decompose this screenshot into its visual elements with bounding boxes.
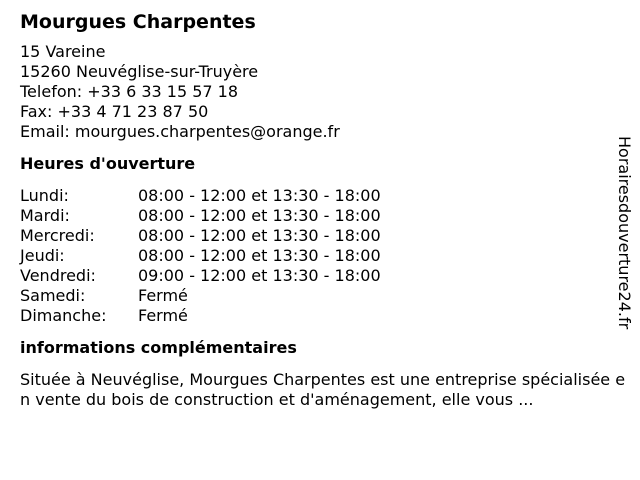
address-line1: 15 Vareine [20, 42, 106, 61]
hours-row [20, 246, 620, 266]
hours-row [20, 186, 620, 206]
info-title: informations complémentaires [20, 338, 297, 357]
hours-time: Fermé [138, 286, 188, 305]
contact-block [20, 42, 620, 142]
hours-title: Heures d'ouverture [20, 154, 196, 173]
hours-day: Mardi: [20, 206, 70, 225]
hours-day: Samedi: [20, 286, 86, 305]
hours-row [20, 266, 620, 286]
site-watermark: Horairesdouverture24.fr [615, 136, 634, 330]
hours-time: 09:00 - 12:00 et 13:30 - 18:00 [138, 266, 381, 285]
hours-table [20, 186, 620, 326]
hours-day: Vendredi: [20, 266, 96, 285]
address-line2: 15260 Neuvéglise-sur-Truyère [20, 62, 259, 81]
hours-time: 08:00 - 12:00 et 13:30 - 18:00 [138, 226, 381, 245]
phone-line[interactable]: Telefon: +33 6 33 15 57 18 [20, 82, 239, 101]
hours-day: Dimanche: [20, 306, 107, 325]
hours-time: Fermé [138, 306, 188, 325]
hours-day: Lundi: [20, 186, 69, 205]
hours-day: Mercredi: [20, 226, 95, 245]
email-line[interactable]: Email: mourgues.charpentes@orange.fr [20, 122, 340, 141]
hours-time: 08:00 - 12:00 et 13:30 - 18:00 [138, 206, 381, 225]
fax-line: Fax: +33 4 71 23 87 50 [20, 102, 209, 121]
hours-day: Jeudi: [20, 246, 65, 265]
hours-row [20, 306, 620, 326]
hours-row [20, 226, 620, 246]
hours-row [20, 206, 620, 226]
hours-time: 08:00 - 12:00 et 13:30 - 18:00 [138, 246, 381, 265]
info-description: Située à Neuvéglise, Mourgues Charpentes est une entreprise spécialisée en vente du bois de construction et d'aménagement, elle vous ... [20, 370, 626, 409]
hours-row [20, 286, 620, 306]
business-name: Mourgues Charpentes [20, 11, 256, 33]
hours-time: 08:00 - 12:00 et 13:30 - 18:00 [138, 186, 381, 205]
